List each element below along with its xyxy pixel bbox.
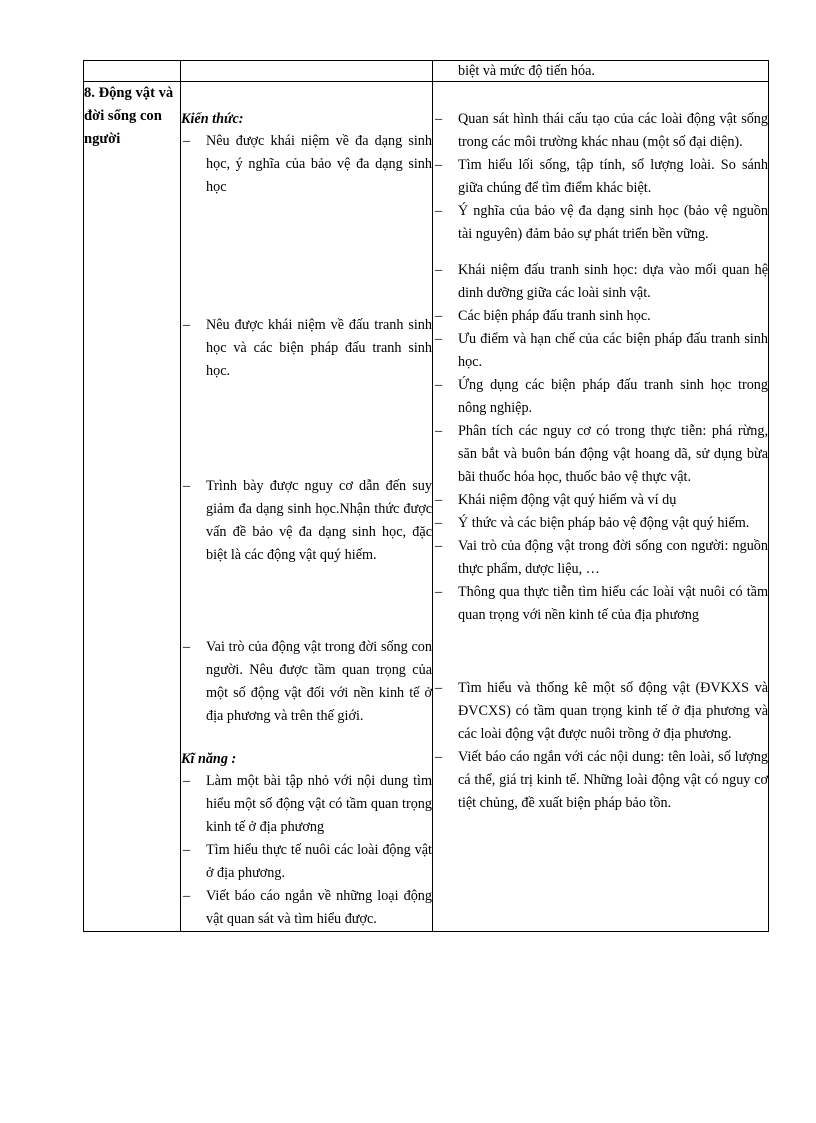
- requirement-cell: [181, 82, 433, 932]
- skills-list: [181, 770, 432, 931]
- note-item: – Quan sát hình thái cấu tạo của các loài động vật sống trong các môi trường khác nhau (một số đại diện).: [433, 108, 768, 154]
- note-item: – Viết báo cáo ngắn với các nội dung: tên loài, số lượng cá thể, giá trị kinh tế. Những loài động vật có nguy cơ tiệt chủng, đề xuất biện pháp bảo tồn.: [433, 746, 768, 815]
- note-item: – Ý thức và các biện pháp bảo vệ động vật quý hiếm.: [433, 512, 768, 535]
- knowledge-item: – Nêu được khái niệm về đa dạng sinh học, ý nghĩa của bảo vệ đa dạng sinh học: [181, 130, 432, 314]
- notes-cell: [433, 82, 769, 932]
- note-item: – Ưu điểm và hạn chế của các biện pháp đấu tranh sinh học.: [433, 328, 768, 374]
- curriculum-table: [83, 60, 769, 932]
- skill-item: – Làm một bài tập nhỏ với nội dung tìm hiểu một số động vật có tầm quan trọng kinh tế ở địa phương: [181, 770, 432, 839]
- knowledge-item: – Vai trò của động vật trong đời sống con người. Nêu được tầm quan trọng của một số động vật đối với nền kinh tế ở địa phương và trên thế giới.: [181, 636, 432, 728]
- topic-cell-empty: [84, 61, 181, 82]
- continuation-text: biệt và mức độ tiến hóa.: [458, 63, 595, 79]
- note-item: – Tìm hiểu lối sống, tập tính, số lượng loài. So sánh giữa chúng để tìm điểm khác biệt.: [433, 154, 768, 200]
- note-item: – Ý nghĩa của bảo vệ đa dạng sinh học (bảo vệ nguồn tài nguyên) đảm bảo sự phát triển bền vững.: [433, 200, 768, 246]
- note-item: – Khái niệm động vật quý hiếm và ví dụ: [433, 489, 768, 512]
- notes-cell-continuation: [433, 61, 769, 82]
- skill-item: – Viết báo cáo ngắn về những loại động vật quan sát và tìm hiểu được.: [181, 885, 432, 931]
- knowledge-item: – Trình bày được nguy cơ dẫn đến suy giảm đa dạng sinh học.Nhận thức được vấn đề bảo vệ đa dạng sinh học, đặc biệt là các động vật quý hiếm.: [181, 475, 432, 636]
- notes-list: [433, 108, 768, 815]
- note-item: – Ứng dụng các biện pháp đấu tranh sinh học trong nông nghiệp.: [433, 374, 768, 420]
- note-item: – Tìm hiểu và thống kê một số động vật (ĐVKXS và ĐVCXS) có tầm quan trọng kinh tế ở địa phương và các loài động vật được nuôi trồng ở địa phương.: [433, 677, 768, 746]
- note-item: – Thông qua thực tiễn tìm hiểu các loài vật nuôi có tầm quan trọng với nền kinh tế của địa phương: [433, 581, 768, 627]
- requirement-cell-empty: [181, 61, 433, 82]
- skills-heading: Kĩ năng :: [181, 751, 237, 767]
- knowledge-item: – Nêu được khái niệm về đấu tranh sinh học và các biện pháp đấu tranh sinh học.: [181, 314, 432, 475]
- table-row-continuation: [84, 61, 769, 82]
- knowledge-heading: Kiến thức:: [181, 111, 244, 127]
- note-item: – Các biện pháp đấu tranh sinh học.: [433, 305, 768, 328]
- note-item: – Khái niệm đấu tranh sinh học: dựa vào mối quan hệ dinh dưỡng giữa các loài sinh vật.: [433, 259, 768, 305]
- table-row-topic-8: [84, 82, 769, 932]
- note-item: – Phân tích các nguy cơ có trong thực tiễn: phá rừng, săn bắt và buôn bán động vật hoang dã, sử dụng bừa bãi thuốc hóa học, thuốc bảo vệ thực vật.: [433, 420, 768, 489]
- note-item: – Vai trò của động vật trong đời sống con người: nguồn thực phẩm, dược liệu, …: [433, 535, 768, 581]
- topic-cell: 8. Động vật và đời sống con người: [84, 82, 181, 932]
- skill-item: – Tìm hiểu thực tế nuôi các loài động vật ở địa phương.: [181, 839, 432, 885]
- knowledge-list: [181, 130, 432, 728]
